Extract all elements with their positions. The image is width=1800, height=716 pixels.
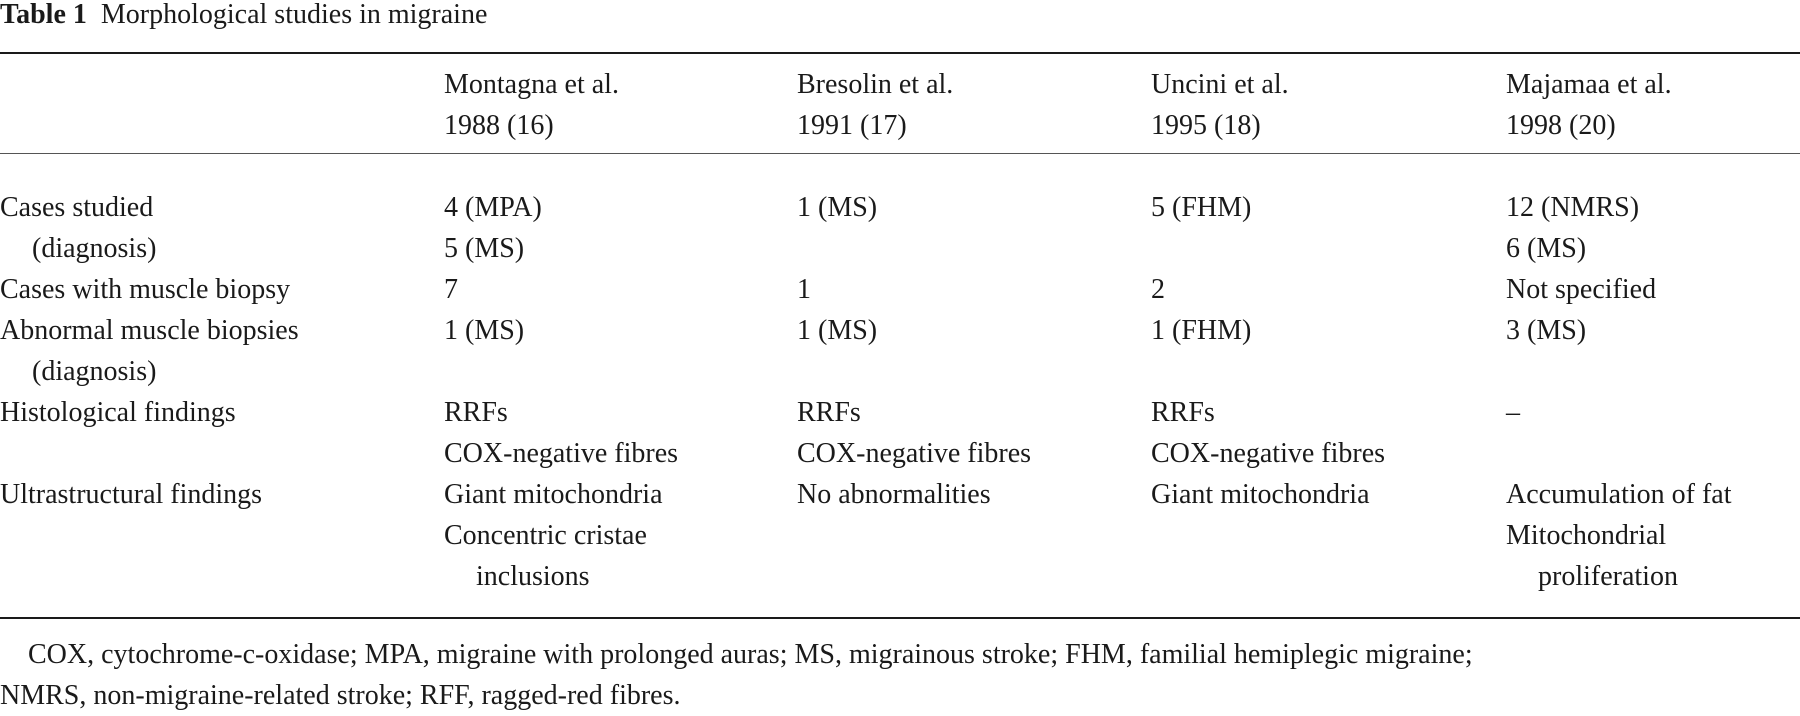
- footnote-line-2: NMRS, non-migraine-related stroke; RFF, ragged-red fibres.: [0, 680, 681, 711]
- table-cell: RRFs COX-negative fibres: [1151, 397, 1386, 469]
- table-footnote: [0, 634, 1800, 716]
- table-row: [0, 187, 1800, 269]
- table-cell: RRFs COX-negative fibres: [444, 397, 679, 469]
- table-row: [0, 474, 1800, 597]
- table-cell: Accumulation of fat Mitochondrial proliferation: [1506, 479, 1732, 592]
- table-cell: 1: [797, 274, 811, 305]
- header-rule: [0, 153, 1800, 154]
- table-body: [0, 187, 1800, 597]
- table-row: [0, 310, 1800, 392]
- table-cell: 1 (MS): [797, 315, 878, 346]
- table-number: Table 1: [0, 0, 87, 30]
- top-rule: [0, 52, 1800, 54]
- bottom-rule: [0, 617, 1800, 619]
- table-cell: 5 (FHM): [1151, 192, 1252, 223]
- column-header-bresolin: Bresolin et al. 1991 (17): [797, 69, 954, 141]
- table-title: Morphological studies in migraine: [100, 0, 488, 30]
- table-cell: –: [1506, 397, 1520, 428]
- table-cell: 3 (MS): [1506, 315, 1587, 346]
- row-label: Cases with muscle biopsy: [0, 274, 291, 305]
- table-caption: [0, 0, 487, 30]
- table-cell: 1 (FHM): [1151, 315, 1252, 346]
- table-cell: 4 (MPA) 5 (MS): [444, 192, 542, 264]
- row-label: Cases studied (diagnosis): [0, 192, 157, 264]
- column-header-majamaa: Majamaa et al. 1998 (20): [1506, 69, 1672, 141]
- table-cell: 2: [1151, 274, 1165, 305]
- table-cell: 7: [444, 274, 458, 305]
- row-label: Histological findings: [0, 397, 236, 428]
- table-row: [0, 392, 1800, 474]
- column-header-uncini: Uncini et al. 1995 (18): [1151, 69, 1289, 141]
- table-cell: Not specified: [1506, 274, 1657, 305]
- table-cell: 12 (NMRS) 6 (MS): [1506, 192, 1640, 264]
- table-cell: No abnormalities: [797, 479, 991, 510]
- table-cell: RRFs COX-negative fibres: [797, 397, 1032, 469]
- footnote-line-1: COX, cytochrome-c-oxidase; MPA, migraine with prolonged auras; MS, migrainous stroke; FHM, familial hemiplegic migraine;: [28, 639, 1473, 670]
- table-cell: Giant mitochondria: [1151, 479, 1370, 510]
- table-cell: Giant mitochondria Concentric cristae inclusions: [444, 479, 663, 592]
- column-header-montagna: Montagna et al. 1988 (16): [444, 69, 619, 141]
- table-cell: 1 (MS): [444, 315, 525, 346]
- row-label: Ultrastructural findings: [0, 479, 263, 510]
- table-header: [0, 64, 1800, 148]
- table-row: [0, 269, 1800, 310]
- row-label: Abnormal muscle biopsies (diagnosis): [0, 315, 299, 387]
- table-cell: 1 (MS): [797, 192, 878, 223]
